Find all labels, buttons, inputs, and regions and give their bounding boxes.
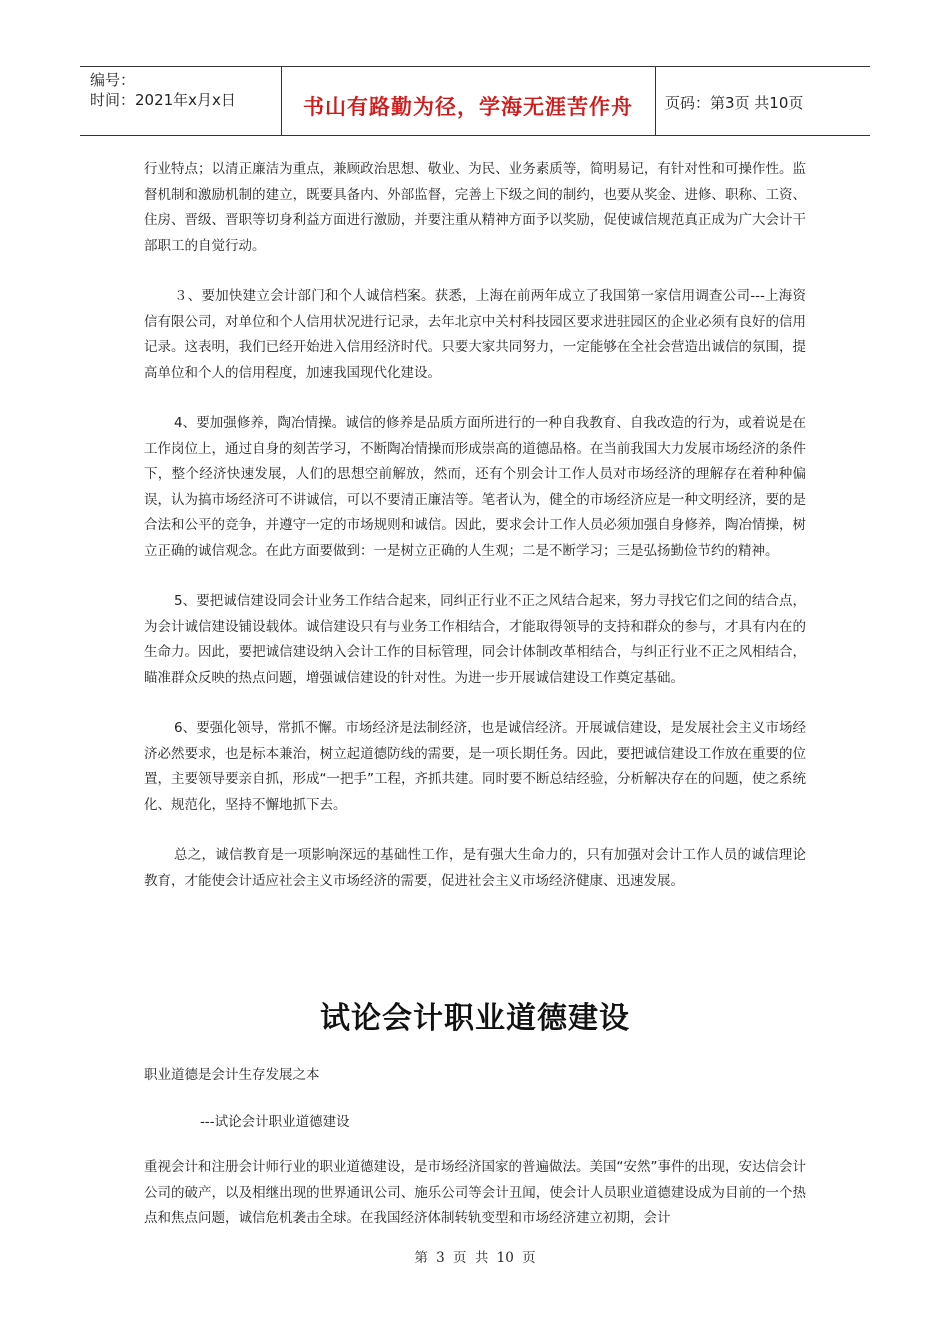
article-subtitle-secondary: ---试论会计职业道德建设 — [200, 1114, 350, 1130]
article-intro-paragraph: 重视会计和注册会计师行业的职业道德建设，是市场经济国家的普遍做法。美国“安然”事件的出现，安达信会计公司的破产，以及相继出现的世界通讯公司、施乐公司等会计丑闻，使会计人员职业道德建设成为目前的一个热点和焦点问题，诚信危机袭击全球。在我国经济体制转轨变型和市场经济建立初期，会计 — [144, 1159, 806, 1226]
article-subtitle: 职业道德是会计生存发展之本 — [144, 1067, 320, 1083]
header-top-rule — [80, 66, 870, 67]
paragraph-conclusion: 总之，诚信教育是一项影响深远的基础性工作，是有强大生命力的，只有加强对会计工作人员的诚信理论教育，才能使会计适应社会主义市场经济的需要，促进社会主义市场经济健康、迅速发展。 — [144, 847, 806, 889]
header-divider-right — [655, 66, 656, 135]
header-id-label: 编号： — [90, 71, 136, 89]
header-page-info: 页码：第3页 共10页 — [665, 94, 804, 112]
header-bottom-rule — [80, 135, 870, 136]
paragraph-item-5: 5、要把诚信建设同会计业务工作结合起来，同纠正行业不正之风结合起来，努力寻找它们之间的结合点，为会计诚信建设铺设载体。诚信建设只有与业务工作相结合，才能取得领导的支持和群众的参与，才具有内在的生命力。因此，要把诚信建设纳入会计工作的目标管理，同会计体制改革相结合，与纠正行业不正之风相结合，瞄准群众反映的热点问题，增强诚信建设的针对性。为进一步开展诚信建设工作奠定基础。 — [144, 593, 806, 686]
header-date: 时间：2021年x月x日 — [90, 91, 236, 109]
paragraph-item-6: 6、要强化领导，常抓不懈。市场经济是法制经济，也是诚信经济。开展诚信建设，是发展社会主义市场经济必然要求，也是标本兼治，树立起道德防线的需要，是一项长期任务。因此，要把诚信建设工作放在重要的位置，主要领导要亲自抓，形成“一把手”工程，齐抓共建。同时要不断总结经验，分析解决存在的问题，使之系统化、规范化，坚持不懈地抓下去。 — [144, 720, 806, 813]
paragraph-item-3: ３、要加快建立会计部门和个人诚信档案。获悉，上海在前两年成立了我国第一家信用调查公司---上海资信有限公司，对单位和个人信用状况进行记录，去年北京中关村科技园区要求进驻园区的企业必须有良好的信用记录。这表明，我们已经开始进入信用经济时代。只要大家共同努力，一定能够在全社会营造出诚信的氛围，提高单位和个人的信用程度，加速我国现代化建设。 — [144, 288, 806, 381]
article-intro-block — [144, 1155, 806, 1232]
header-meta — [90, 70, 236, 110]
page-footer: 第 3 页 共 10 页 — [414, 1250, 536, 1266]
paragraph-continued: 行业特点；以清正廉洁为重点，兼顾政治思想、敬业、为民、业务素质等，简明易记，有针对性和可操作性。监督机制和激励机制的建立，既要具备内、外部监督，完善上下级之间的制约，也要从奖金、进修、职称、工资、住房、晋级、晋职等切身利益方面进行激励，并要注重从精神方面予以奖励，促使诚信规范真正成为广大会计干部职工的自觉行动。 — [144, 161, 806, 254]
header-motto: 书山有路勤为径，学海无涯苦作舟 — [303, 95, 633, 119]
article-title: 试论会计职业道德建设 — [320, 1001, 630, 1036]
paragraph-item-4: 4、要加强修养，陶冶情操。诚信的修养是品质方面所进行的一种自我教育、自我改造的行为，或着说是在工作岗位上，通过自身的刻苦学习，不断陶冶情操而形成崇高的道德品格。在当前我国大力发展市场经济的条件下，整个经济快速发展，人们的思想空前解放，然而，还有个别会计工作人员对市场经济的理解存在着种种偏误，认为搞市场经济可不讲诚信，可以不要清正廉洁等。笔者认为，健全的市场经济应是一种文明经济，要的是合法和公平的竞争，并遵守一定的市场规则和诚信。因此，要求会计工作人员必须加强自身修养，陶冶情操，树立正确的诚信观念。在此方面要做到：一是树立正确的人生观；二是不断学习；三是弘扬勤俭节约的精神。 — [144, 415, 806, 559]
document-body — [144, 157, 806, 894]
